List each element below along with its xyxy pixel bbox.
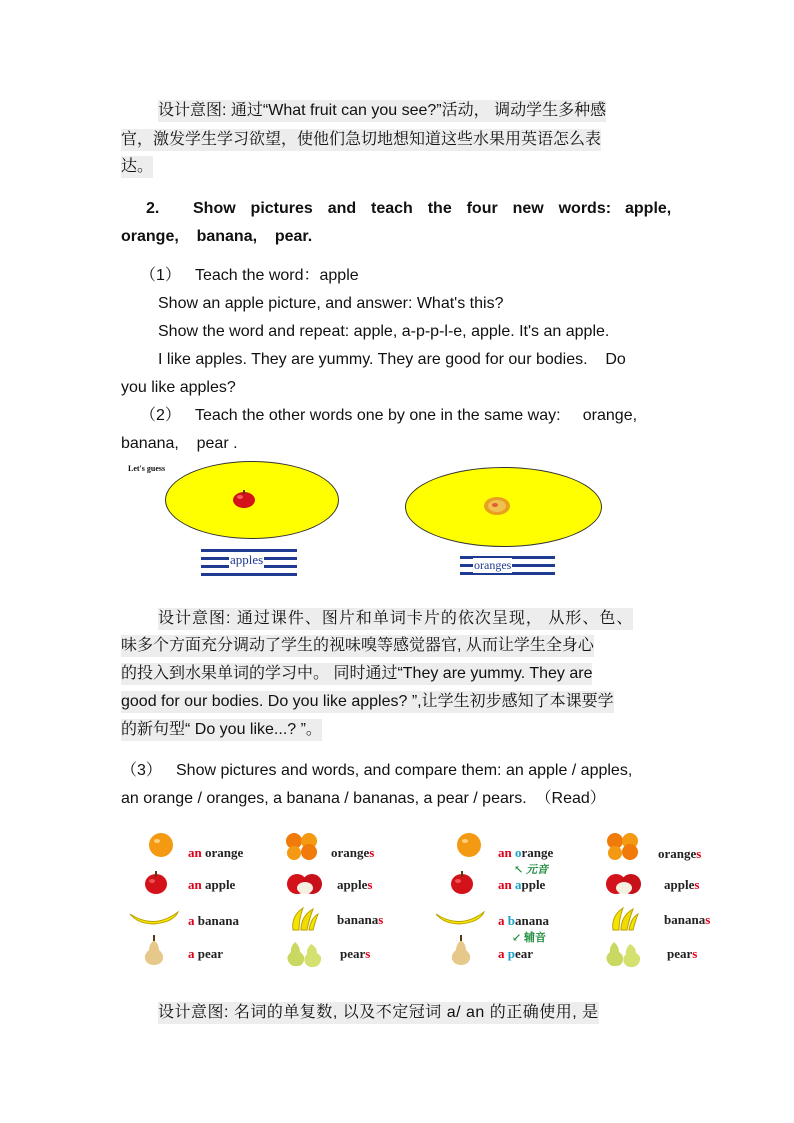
left-plural-oranges: oranges <box>331 845 375 860</box>
oranges-icon <box>606 832 640 860</box>
apples-icon <box>285 870 323 896</box>
intent-para2-line2: 味多个方面充分调动了学生的视味嗅等感觉器官, 从而让学生全身心 <box>121 635 594 657</box>
intent-para2-line1: 设计意图: 通过课件、图片和单词卡片的依次呈现， 从形、色、 <box>158 608 633 630</box>
sub3-line1: Show pictures and words, and compare them: an apple / apples, <box>176 762 633 779</box>
pear-icon <box>142 934 166 966</box>
sub1-label: （1） <box>140 267 181 284</box>
intent-para2-line5: 的新句型“ Do you like...? ”。 <box>121 719 322 741</box>
sub1-line2: Show the word and repeat: apple, a-p-p-l-e, apple. It's an apple. <box>158 323 610 340</box>
banana-icon <box>434 908 486 930</box>
apple-icon <box>449 869 475 895</box>
sub2-label: （2） <box>140 407 181 424</box>
intent-para1-line2: 官，激发学生学习欲望，使他们急切地想知道这些水果用英语怎么表 <box>121 129 601 151</box>
right-singular-orange: an orange <box>498 845 554 860</box>
left-singular-orange: an orange <box>188 845 244 860</box>
pear-icon <box>449 934 473 966</box>
step2-line1-end: apple, <box>625 200 672 217</box>
intent-para1-line1: 设计意图: 通过“What fruit can you see?”活动， 调动学生多种感 <box>158 100 606 122</box>
sub1-line1: Show an apple picture, and answer: What's this? <box>158 295 504 312</box>
left-singular-pear: a pear <box>188 946 224 961</box>
step2-number: 2. <box>146 200 160 217</box>
sub3-label: （3） <box>121 762 162 779</box>
intent-para2-line3: 的投入到水果单词的学习中。 同时通过“They are yummy. They are <box>121 663 592 685</box>
consonant-note: ↙ 辅音 <box>512 932 546 944</box>
right-singular-banana: a banana <box>498 913 549 928</box>
step2-line1: Show pictures and teach the four new words: <box>193 200 612 217</box>
orange-icon <box>147 832 175 858</box>
word-card-left-label: apples <box>230 552 264 567</box>
right-plural-bananas: bananas <box>664 912 711 927</box>
vowel-note: ↖ 元音 <box>514 864 548 876</box>
right-plural-oranges: oranges <box>658 846 702 861</box>
orange-half-icon <box>483 496 511 516</box>
oranges-icon <box>285 832 319 860</box>
right-plural-pears: pears <box>667 946 698 961</box>
orange-icon <box>455 832 483 858</box>
intent-para1-line3: 达。 <box>121 156 153 178</box>
right-singular-apple: an apple <box>498 877 546 892</box>
right-singular-pear: a pear <box>498 946 534 961</box>
sub1-title: Teach the word：apple <box>195 267 359 284</box>
sub1-line3: I like apples. They are yummy. They are good for our bodies. Do <box>158 351 626 368</box>
sub3-line2: an orange / oranges, a banana / bananas, a pear / pears. （Read） <box>121 790 606 807</box>
intent-para3-line1: 设计意图: 名词的单复数, 以及不定冠词 a/ an 的正确使用, 是 <box>158 1002 599 1024</box>
apple-icon <box>232 489 256 509</box>
word-card-right-label: oranges <box>474 558 512 572</box>
sub1-line4: you like apples? <box>121 379 236 396</box>
left-plural-pears: pears <box>340 946 371 961</box>
banana-icon <box>128 908 180 930</box>
left-plural-apples: apples <box>337 877 373 892</box>
right-plural-apples: apples <box>664 877 700 892</box>
left-plural-bananas: bananas <box>337 912 384 927</box>
lets-guess-caption: Let's guess <box>128 464 166 473</box>
apples-icon <box>604 870 642 896</box>
step2-line2: orange, banana, pear. <box>121 228 313 245</box>
bananas-icon <box>289 906 319 932</box>
left-singular-apple: an apple <box>188 877 236 892</box>
bananas-icon <box>609 906 639 932</box>
apple-icon <box>143 869 169 895</box>
sub2-line2: banana, pear . <box>121 435 238 452</box>
pears-icon <box>604 938 644 968</box>
sub2-line1: Teach the other words one by one in the same way: orange, <box>195 407 638 424</box>
pears-icon <box>285 938 325 968</box>
left-singular-banana: a banana <box>188 913 239 928</box>
intent-para2-line4: good for our bodies. Do you like apples? ”,让学生初步感知了本课要学 <box>121 691 614 713</box>
